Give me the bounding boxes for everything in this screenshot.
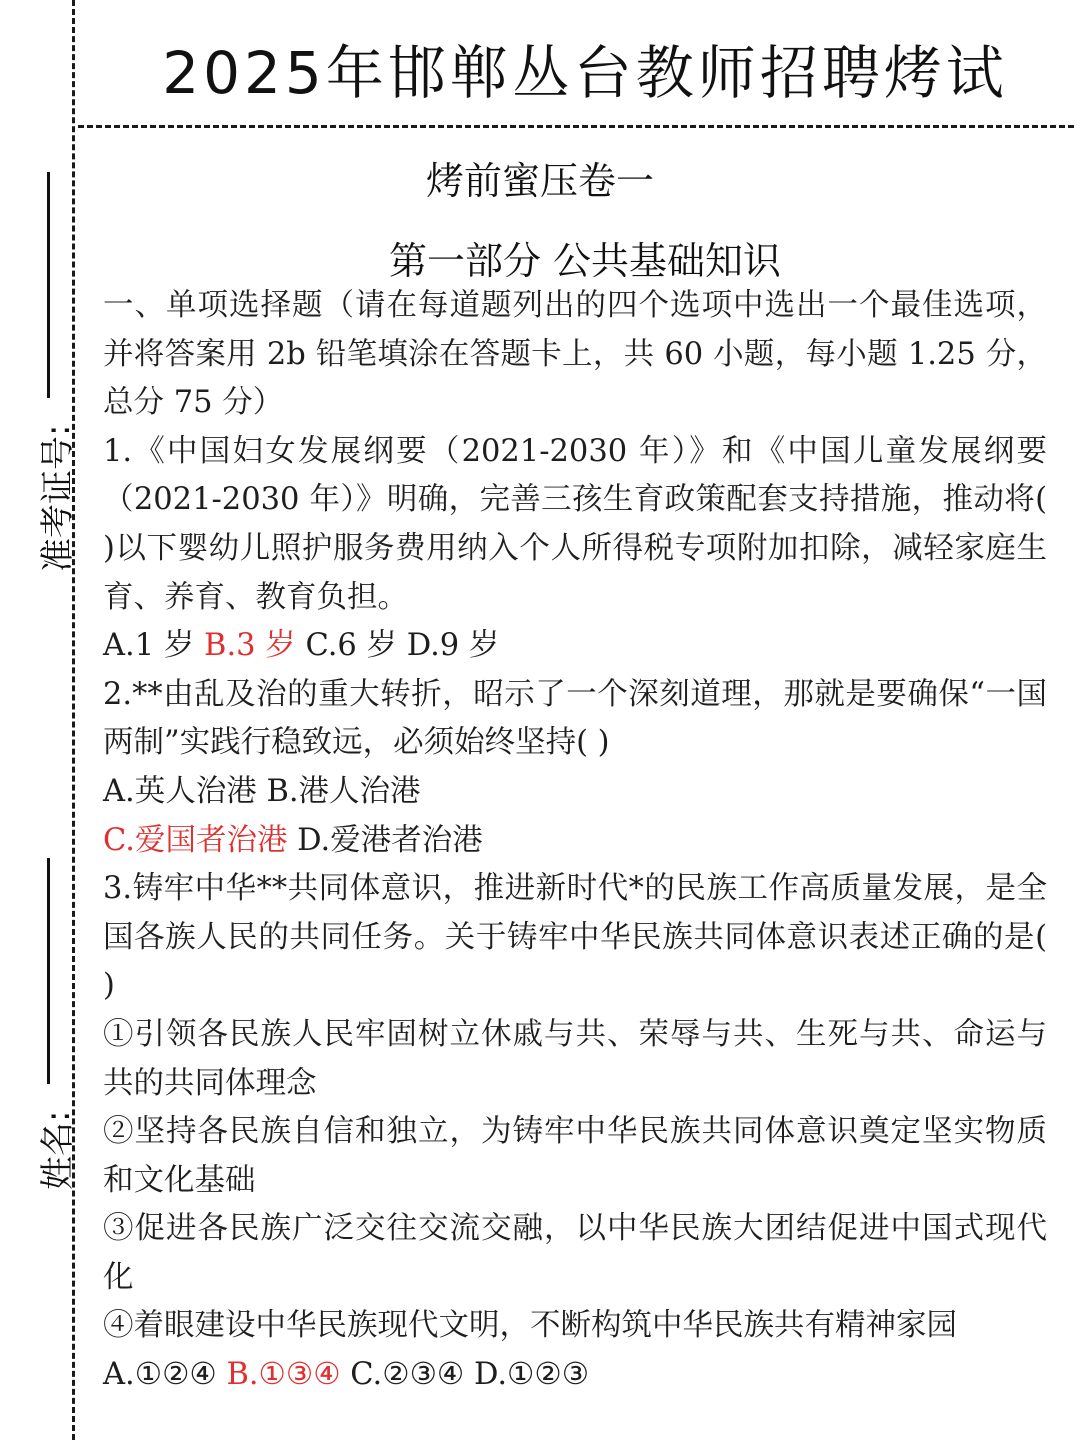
question-3-stem: 3.铸牢中华**共同体意识，推进新时代*的民族工作高质量发展，是全国各族人民的共同任务。关于铸牢中华民族共同体意识表述正确的是( ) (103, 871, 1047, 1004)
header-dashed-divider (78, 125, 1074, 128)
paper-subtitle: 烤前蜜压卷一 (425, 159, 654, 203)
section-heading: 第一部分 公共基础知识 (388, 239, 782, 283)
page-title: 2025年邯郸丛台教师招聘烤试 (162, 39, 1008, 107)
instructions: 一、单项选择题（请在每道题列出的四个选项中选出一个最佳选项，并将答案用 2b 铅笔填涂在答题卡上，共 60 小题，每小题 1.25 分，总分 75 分） (103, 288, 1047, 421)
question-2-options-row-1 (103, 768, 1047, 817)
question-3-statement-1: ①引领各民族人民牢固树立休戚与共、荣辱与共、生死与共、命运与共的共同体理念 (103, 1016, 1047, 1101)
question-1-stem: 1.《中国妇女发展纲要（2021-2030 年）》和《中国儿童发展纲要（2021-2030 年）》明确，完善三孩生育政策配套支持措施，推动将( )以下婴幼儿照护服务费用纳入个人所得税专项附加扣除，减轻家庭生育、养育、教育负担。 (103, 433, 1047, 615)
question-3-options (103, 1351, 1047, 1400)
option-b-answer: B.3 岁 (204, 628, 296, 664)
option-a: A.1 岁 (103, 628, 195, 664)
exam-id-label: 准考证号: (38, 424, 78, 572)
option-b: B.港人治港 (266, 773, 421, 809)
question-3-statement-3: ③促进各民族广泛交往交流交融，以中华民族大团结促进中国式现代化 (103, 1211, 1047, 1295)
option-c-answer: C.爱国者治港 (103, 822, 288, 858)
option-d: D.①②③ (473, 1357, 590, 1393)
question-3-statement-4: ④着眼建设中华民族现代文明，不断构筑中华民族共有精神家园 (103, 1308, 957, 1344)
option-a: A.英人治港 (103, 773, 257, 809)
question-2-options-row-2 (103, 817, 1047, 866)
option-d: D.9 岁 (406, 628, 500, 664)
name-write-line (47, 858, 50, 1084)
option-a: A.①②④ (103, 1357, 217, 1393)
option-c: C.6 岁 (305, 628, 397, 664)
option-c: C.②③④ (350, 1357, 465, 1393)
question-2-stem: 2.**由乱及治的重大转折，昭示了一个深刻道理，那就是要确保“一国两制”实践行稳致远，必须始终坚持( ) (103, 676, 1047, 761)
question-1-options (103, 622, 1047, 671)
name-label: 姓名: (38, 1110, 78, 1190)
question-body (103, 282, 1047, 1400)
exam-id-write-line (47, 172, 50, 398)
question-3-statement-2: ②坚持各民族自信和独立，为铸牢中华民族共同体意识奠定坚实物质和文化基础 (103, 1114, 1047, 1198)
option-d: D.爱港者治港 (297, 822, 483, 858)
option-b-answer: B.①③④ (226, 1357, 341, 1393)
